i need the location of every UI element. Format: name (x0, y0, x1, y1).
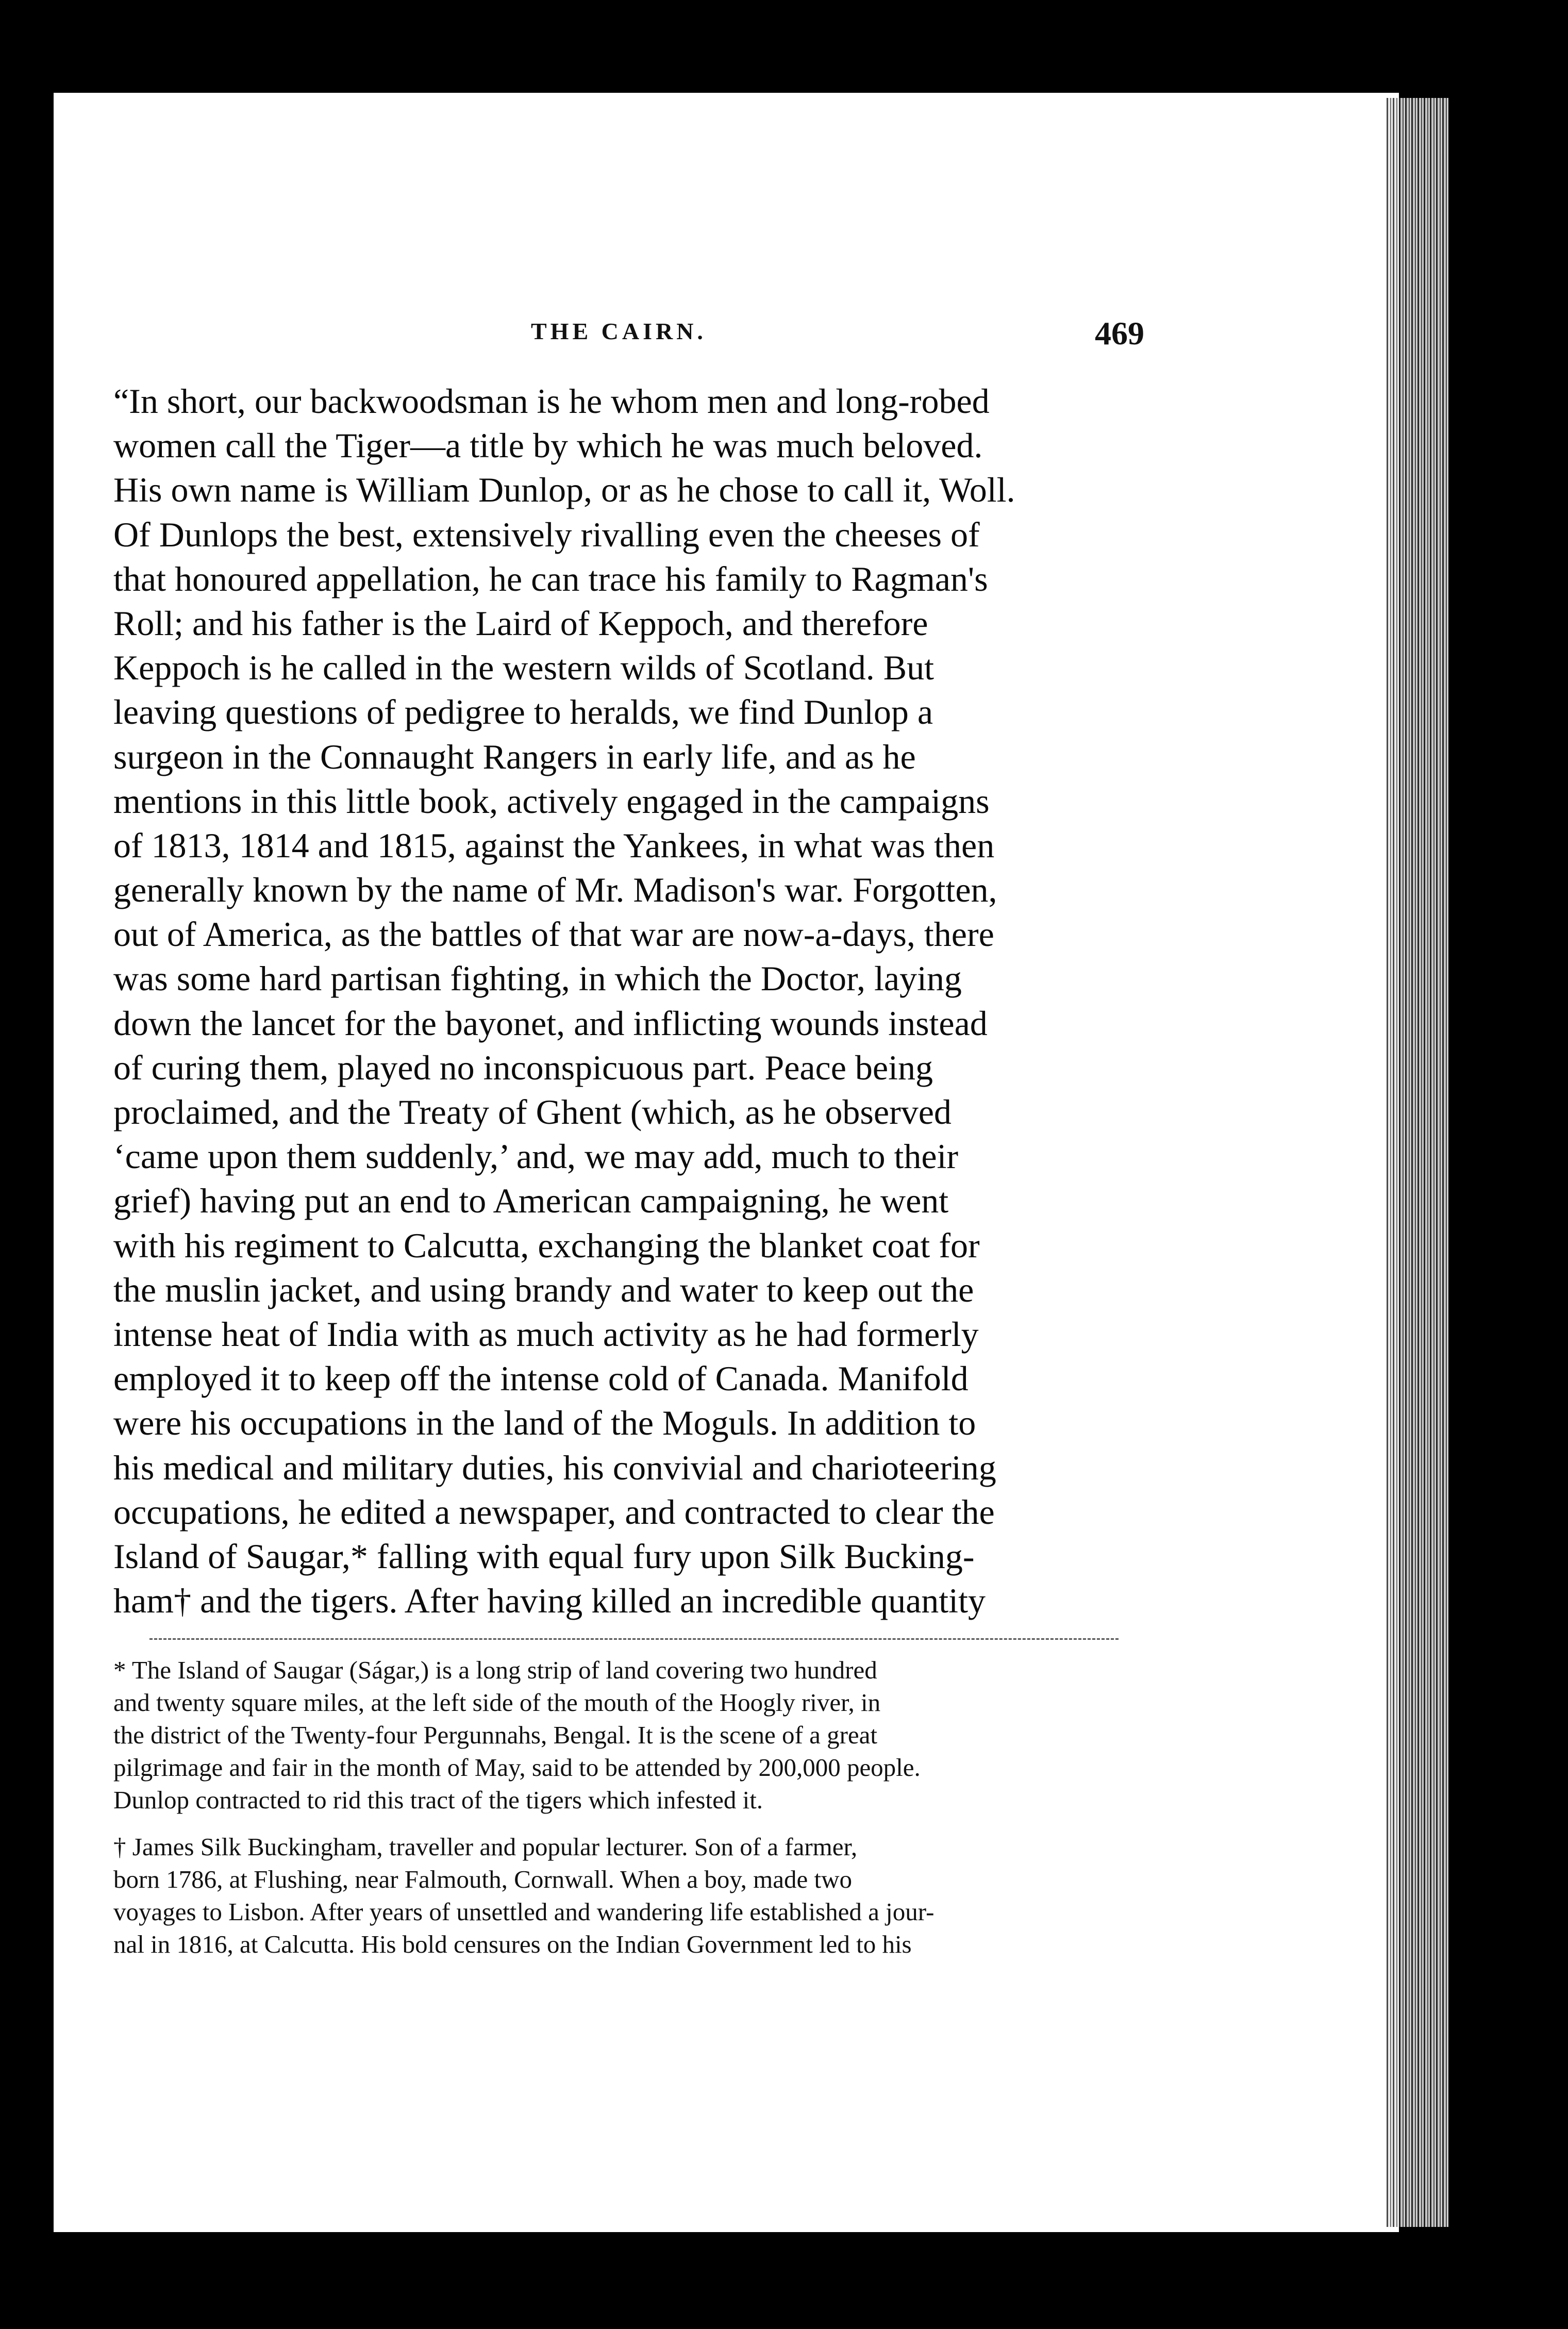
body-line: of curing them, played no inconspicuous part. Peace being (113, 1047, 933, 1087)
page-stack-edge (1387, 98, 1448, 2227)
footnote-line: voyages to Lisbon. After years of unsettled and wandering life established a jour- (113, 1898, 935, 1926)
body-line: out of America, as the battles of that war are now-a-days, there (113, 914, 994, 954)
footnote-line: the district of the Twenty-four Pergunnahs, Bengal. It is the scene of a great (113, 1721, 878, 1749)
body-line: ham† and the tigers. After having killed an incredible quantity (113, 1581, 986, 1621)
page-number: 469 (1095, 315, 1144, 352)
body-line: with his regiment to Calcutta, exchanging the blanket coat for (113, 1225, 980, 1265)
body-line: His own name is William Dunlop, or as he chose to call it, Woll. (113, 470, 1015, 510)
body-line: Island of Saugar,* falling with equal fury upon Silk Bucking- (113, 1536, 975, 1576)
footnote-saugar (113, 1654, 1144, 1816)
body-line: were his occupations in the land of the Moguls. In addition to (113, 1403, 976, 1443)
running-title: THE CAIRN. (531, 318, 707, 344)
body-line: proclaimed, and the Treaty of Ghent (which, as he observed (113, 1092, 952, 1132)
body-line: Of Dunlops the best, extensively rivalling even the cheeses of (113, 514, 980, 554)
body-line: mentions in this little book, actively engaged in the campaigns (113, 781, 990, 821)
body-line: down the lancet for the bayonet, and inflicting wounds instead (113, 1003, 988, 1043)
footnote-buckingham (113, 1831, 1144, 1960)
body-line: surgeon in the Connaught Rangers in early life, and as he (113, 737, 916, 776)
body-line: Roll; and his father is the Laird of Keppoch, and therefore (113, 603, 928, 643)
body-line: grief) having put an end to American campaigning, he went (113, 1181, 949, 1221)
body-line: was some hard partisan fighting, in which the Doctor, laying (113, 959, 962, 999)
body-line: women call the Tiger—a title by which he was much beloved. (113, 426, 983, 465)
footnote-separator (149, 1638, 1119, 1640)
body-line: occupations, he edited a newspaper, and contracted to clear the (113, 1492, 995, 1532)
body-line: of 1813, 1814 and 1815, against the Yankees, in what was then (113, 825, 995, 865)
body-line: intense heat of India with as much activity as he had formerly (113, 1314, 979, 1354)
body-line: ‘came upon them suddenly,’ and, we may add, much to their (113, 1137, 959, 1176)
body-line: the muslin jacket, and using brandy and water to keep out the (113, 1270, 974, 1309)
footnote-line: pilgrimage and fair in the month of May, said to be attended by 200,000 people. (113, 1753, 921, 1782)
body-line: Keppoch is he called in the western wilds of Scotland. But (113, 648, 934, 688)
body-line: his medical and military duties, his convivial and charioteering (113, 1448, 996, 1487)
body-line: leaving questions of pedigree to heralds, we find Dunlop a (113, 692, 933, 732)
body-text (113, 379, 1144, 1623)
footnote-line: nal in 1816, at Calcutta. His bold censures on the Indian Government led to his (113, 1930, 912, 1958)
footnote-line: and twenty square miles, at the left side of the mouth of the Hoogly river, in (113, 1688, 881, 1717)
footnote-line: † James Silk Buckingham, traveller and popular lecturer. Son of a farmer, (113, 1833, 858, 1861)
footnotes (113, 1654, 1144, 1960)
footnote-line: born 1786, at Flushing, near Falmouth, Cornwall. When a boy, made two (113, 1865, 853, 1893)
body-line: employed it to keep off the intense cold of Canada. Manifold (113, 1359, 969, 1399)
footnote-line: Dunlop contracted to rid this tract of the tigers which infested it. (113, 1786, 763, 1814)
body-line: “In short, our backwoodsman is he whom men and long-robed (113, 381, 990, 421)
body-line: that honoured appellation, he can trace his family to Ragman's (113, 559, 988, 598)
footnote-line: * The Island of Saugar (Ságar,) is a long strip of land covering two hundred (113, 1656, 877, 1684)
body-line: generally known by the name of Mr. Madison's war. Forgotten, (113, 870, 997, 910)
running-head (113, 314, 1144, 361)
